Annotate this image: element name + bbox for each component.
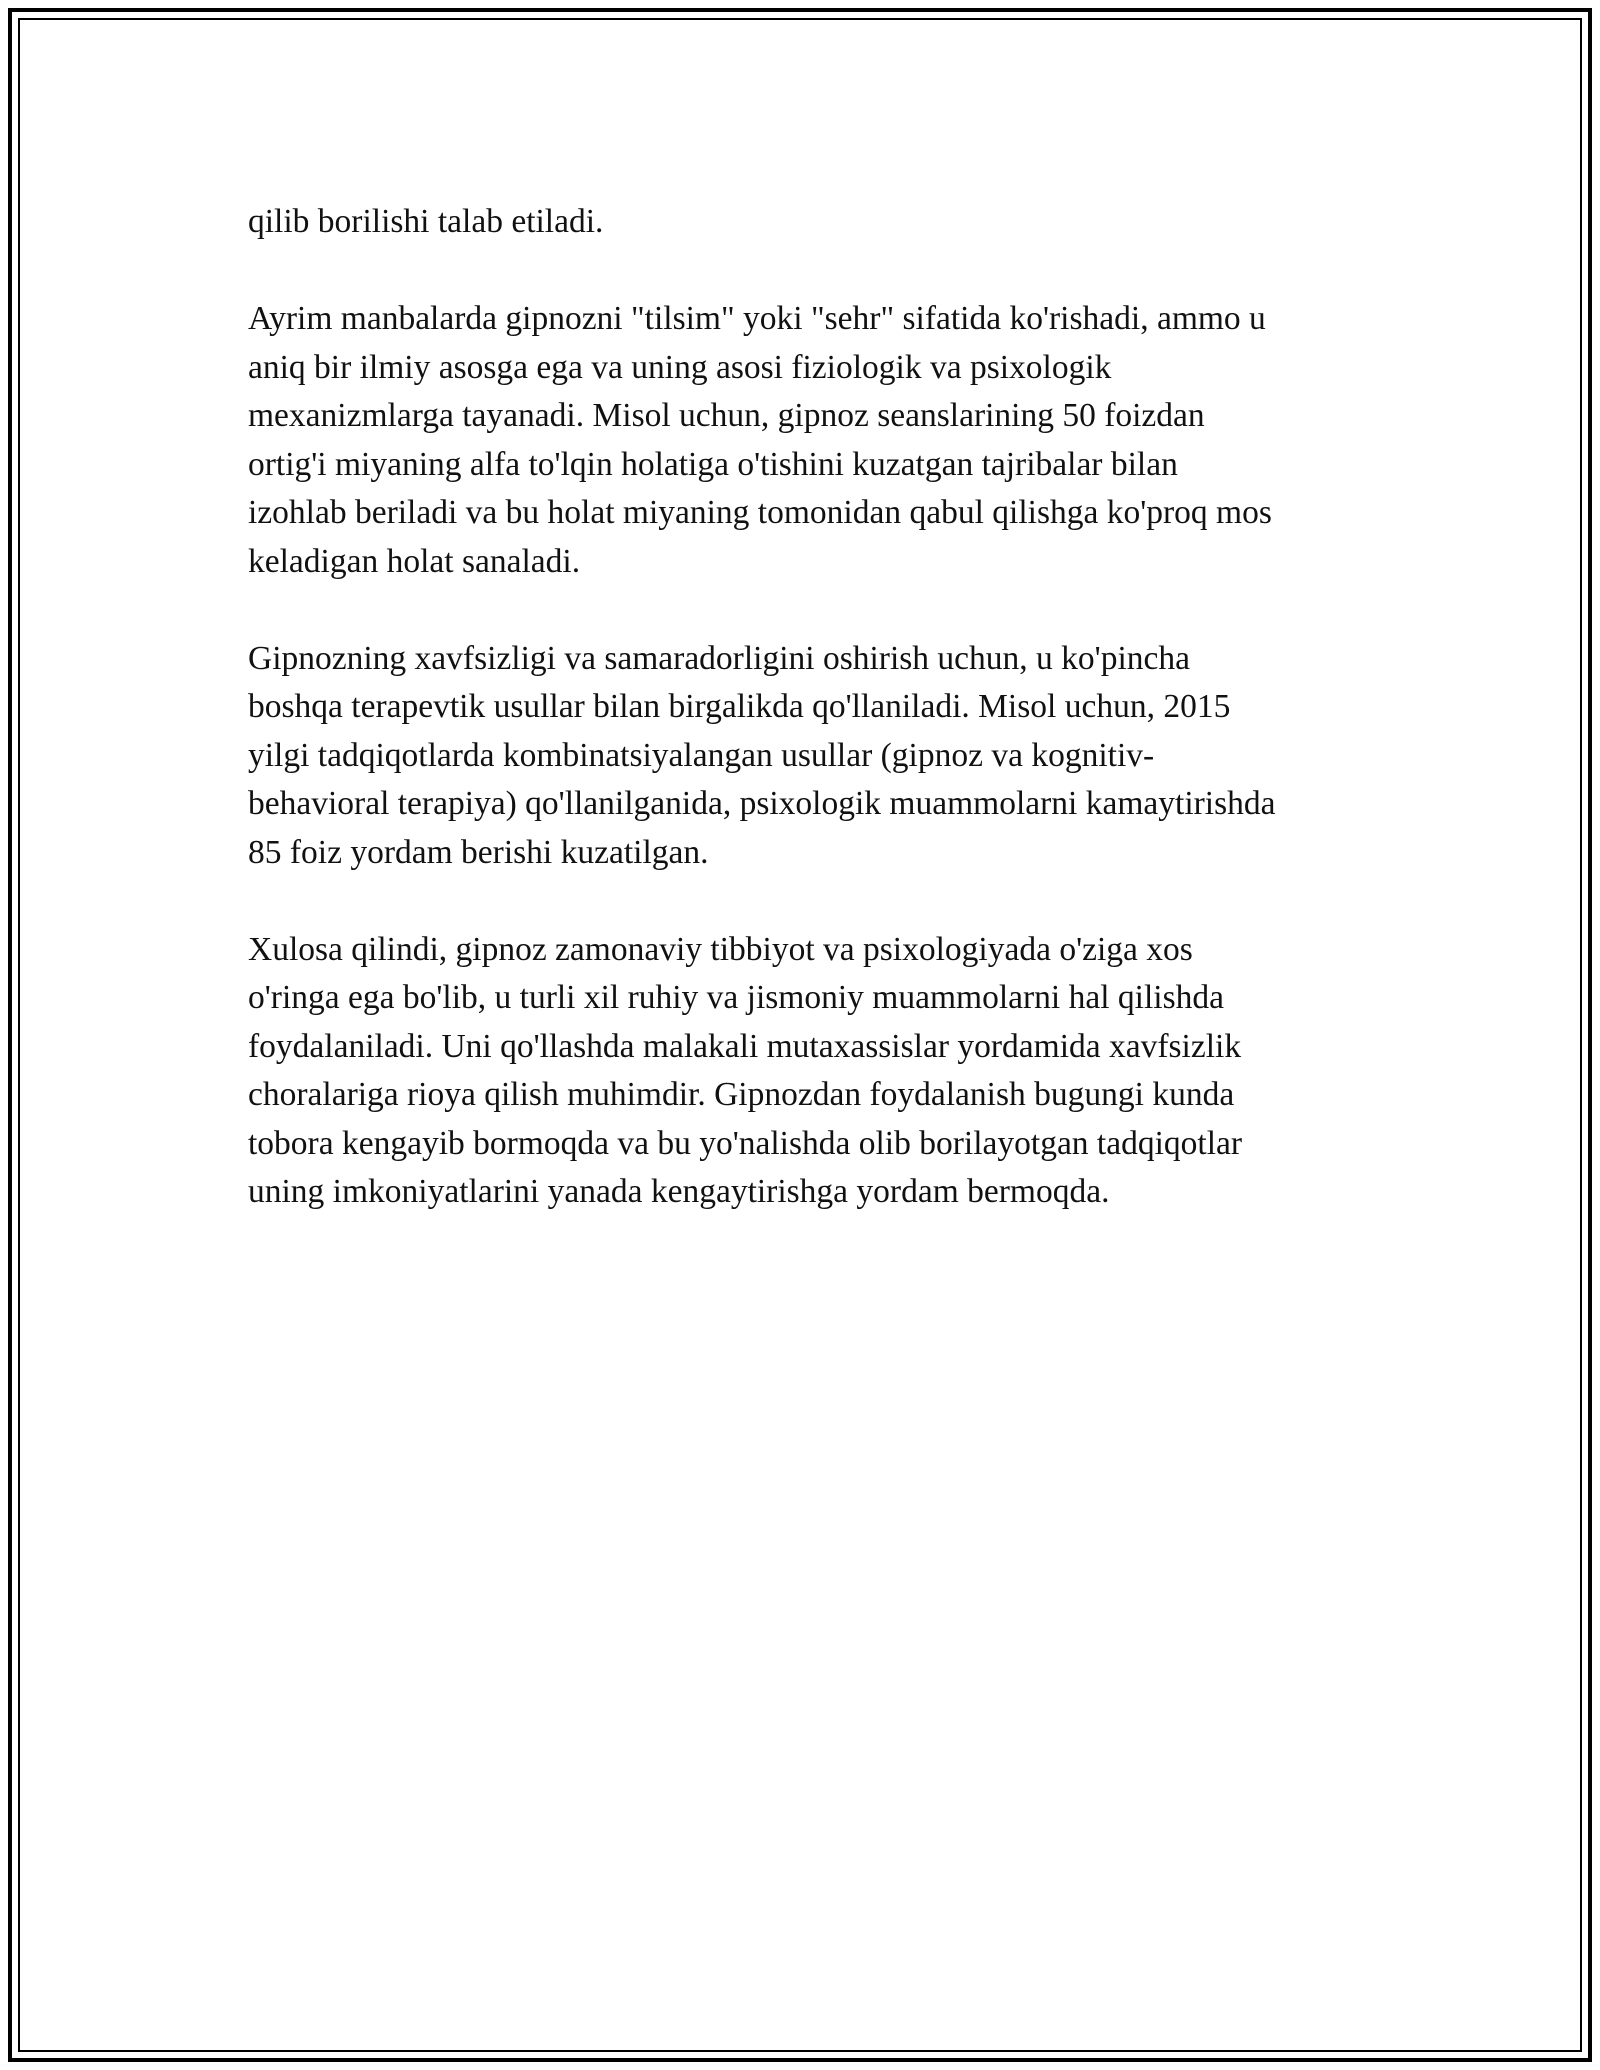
paragraph-continuation: qilib borilishi talab etiladi. — [248, 203, 604, 240]
document-body — [248, 198, 1378, 1265]
page-border — [8, 8, 1592, 2062]
paragraph-scientific-basis: Ayrim manbalarda gipnozni "tilsim" yoki "sehr" sifatida ko'rishadi, ammo u aniq bir ilmiy asosga ega va uning asosi fiziologik va psixologik mexanizmlarga tayanadi. Misol uchun, gipnoz seanslarining 50 foizdan ortig'i miyaning alfa to'lqin holatiga o'tishini kuzatgan tajribalar bilan izohlab beriladi va bu holat miyaning tomonidan qabul qilishga ko'proq mos keladigan holat sanaladi. — [248, 300, 1272, 580]
paragraph-combined-therapy: Gipnozning xavfsizligi va samaradorligini oshirish uchun, u ko'pincha boshqa terapevtik usullar bilan birgalikda qo'llaniladi. Misol uchun, 2015 yilgi tadqiqotlarda kombinatsiyalangan usullar (gipnoz va kognitiv- behavioral terapiya) qo'llanilganida, psixologik muammolarni kamaytirishda 85 foiz yordam berishi kuzatilgan. — [248, 639, 1276, 871]
paragraph-conclusion: Xulosa qilindi, gipnoz zamonaviy tibbiyot va psixologiyada o'ziga xos o'ringa ega bo'lib, u turli xil ruhiy va jismoniy muammolarni hal qilishda foydalaniladi. Uni qo'llashda malakali mutaxassislar yordamida xavfsizlik choralariga rioya qilish muhimdir. Gipnozdan foydalanish bugungi kunda tobora kengayib bormoqda va bu yo'nalishda olib borilayotgan tadqiqotlar uning imkoniyatlarini yanada kengaytirishga yordam bermoqda. — [248, 930, 1243, 1210]
